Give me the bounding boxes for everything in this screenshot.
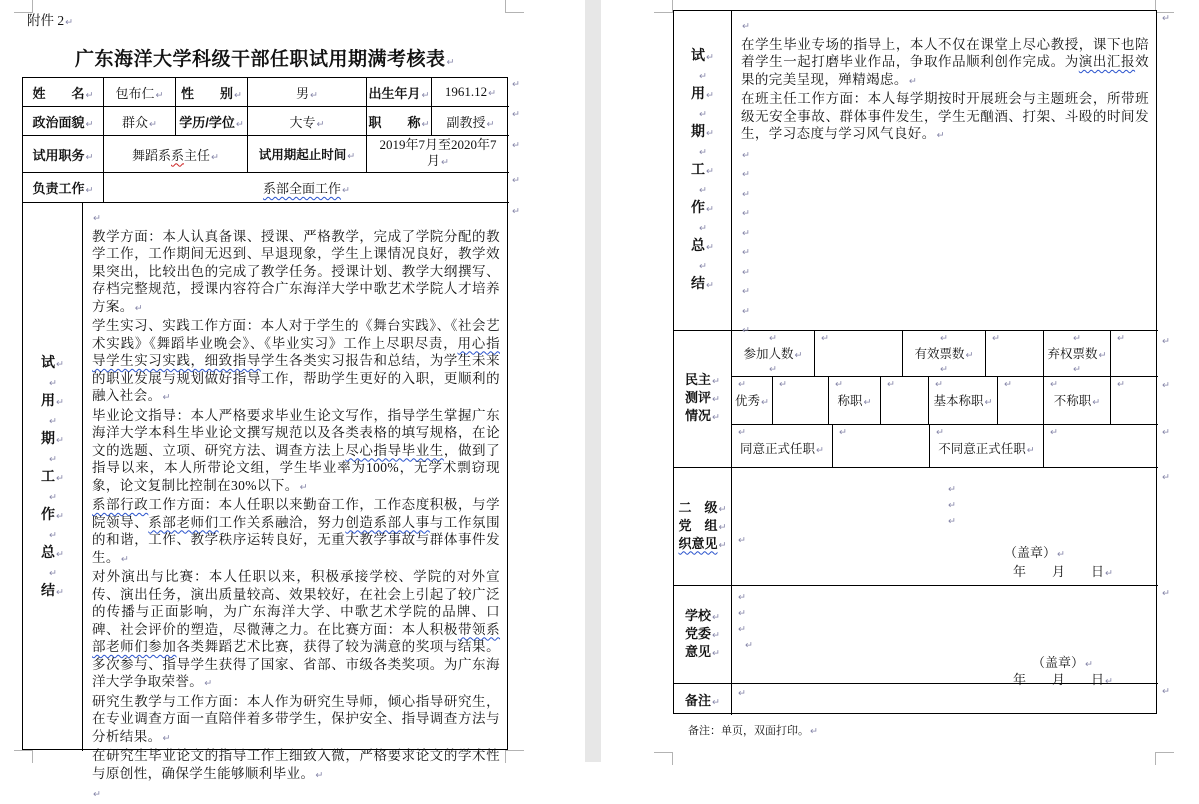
empty-line: [698, 180, 707, 199]
label-line: 党 组 ↵: [679, 518, 727, 536]
paragraph-mark-icon: [940, 333, 948, 346]
date-placeholder: 年 月 日 ↵: [1013, 669, 1113, 688]
summary-paragraph: 在学生毕业专场的指导上，本人不仅在课堂上尽心教授，课下也陪着学生一起打磨毕业作品，争取作品顺利创作完成。为演出汇报效果的完美呈现，殚精竭虑。 ↵: [741, 36, 1149, 91]
summary-paragraph: 在班主任工作方面：本人每学期按时开展班会与主题班会，所带班级无安全事故、群体事件发生，学生无酗酒、打架、斗殴的时间发生，学习态度与学习风气良好。 ↵: [741, 90, 1149, 145]
paragraph-mark-icon: [1117, 334, 1125, 344]
remark-value-cell[interactable]: [732, 684, 1158, 715]
empty-paragraph: [741, 145, 1149, 165]
paragraph-mark-icon: [829, 379, 843, 393]
page-corner-mark: [654, 752, 673, 765]
participants-value-cell[interactable]: [815, 331, 903, 377]
paragraph-mark-icon: [512, 207, 520, 217]
org-opinion-cell[interactable]: [732, 468, 1158, 586]
name-label-cell: 姓 名 ↵: [23, 78, 104, 107]
vertical-label-char: 用 ↵: [41, 392, 64, 411]
page-corner-mark: [505, 0, 524, 13]
vertical-label-char: 期 ↵: [691, 123, 714, 142]
paragraph-mark-icon: [929, 379, 943, 393]
excellent-label-cell: ↵ 优秀 ↵: [732, 377, 773, 425]
paragraph-mark-icon: [839, 428, 847, 438]
disagree-value-cell[interactable]: [1044, 425, 1158, 468]
duty-label-cell: 负责工作 ↵: [23, 173, 104, 203]
empty-line: [48, 373, 57, 392]
abstain-value-cell[interactable]: [1111, 331, 1158, 377]
school-opinion-cell[interactable]: [732, 586, 1158, 687]
empty-line: [48, 487, 57, 506]
stamp-placeholder: （盖章） ↵: [1032, 652, 1093, 671]
summary-paragraph: 毕业论文指导：本人严格要求毕业生论文写作，指导学生掌握广东海洋大学本科生毕业论文撰写规范以及各类表格的填写规格，在论文的选题、立项、研究方法、调查方法上尽心指导毕业生，做到了指导以来，本人所带论文组，学生毕业率为100%，无学术剽窃现象，论文复制比控制在30%以下。 ↵: [92, 407, 500, 497]
empty-line: [48, 449, 57, 468]
vertical-label-char: 总 ↵: [41, 544, 64, 563]
birth-value-cell[interactable]: 1961.12 ↵: [432, 78, 509, 107]
empty-paragraph: [92, 208, 500, 228]
paragraph-mark-icon: [1162, 687, 1170, 697]
page-corner-mark: [505, 750, 524, 763]
assessment-table-page2: [673, 10, 1157, 714]
info-table: [22, 77, 508, 781]
paragraph-mark-icon: [1050, 428, 1058, 438]
paragraph-mark-icon: [930, 427, 944, 441]
paragraph-mark-icon: [1162, 381, 1170, 391]
summary-text-right[interactable]: [732, 11, 1158, 331]
gender-value-cell[interactable]: 男 ↵: [248, 78, 367, 107]
valid-votes-label-cell: ↵ 有效票数 ↵ ↵: [903, 331, 986, 377]
duty-value-cell[interactable]: 系部全面工作 ↵: [104, 173, 509, 203]
empty-paragraph: [741, 16, 1149, 36]
summary-paragraph: 对外演出与比赛：本人任职以来，积极承接学校、学院的对外宣传、演出任务，演出质量较高、效果较好，在社会上引起了较广泛的传播与正面影响，为广东海洋大学、中歌艺术学院的品牌、口碑、社会评价的塑造，尽微薄之力。在比赛方面：本人积极带领系部老师们参加各类舞蹈艺术比赛，获得了较为满意的奖项与结果。多次参与、指导学生获得了国家、省部、市级各类奖项。为广东海洋大学争取荣誉。 ↵: [92, 568, 500, 693]
summary-paragraph: 学生实习、实践工作方面：本人对于学生的《舞台实践》、《社会艺术实践》《舞蹈毕业晚会》、《毕业实习》工作上尽职尽责，用心指导学生实习实践，细致指导学生各类实习报告和总结，为学生未来的职业发展与规划做好指导工作，帮助学生更好的入职，更顺利的融入社会。 ↵: [92, 317, 500, 407]
vertical-label-char: 用 ↵: [691, 85, 714, 104]
summary-paragraph: 研究生教学与工作方面：本人作为研究生导师，倾心指导研究生，在专业调查方面一直陪伴着多带学生，保护安全、指导调查方法与分析结果。 ↵: [92, 693, 500, 748]
paragraph-mark-icon: [1073, 364, 1081, 377]
birth-label-cell: 出生年月 ↵: [367, 78, 432, 107]
empty-line: [698, 66, 707, 85]
competent-label-cell: ↵ 称职 ↵: [829, 377, 881, 425]
paragraph-mark-icon: [1162, 14, 1170, 24]
label-line: 意见 ↵: [685, 644, 720, 662]
empty-paragraph: [741, 164, 1149, 184]
label-line: 测评 ↵: [685, 390, 720, 408]
paragraph-mark-icon: [940, 364, 948, 377]
paragraph-mark-icon: [1162, 337, 1170, 347]
empty-paragraph: [741, 262, 1149, 282]
label-line: 二 级 ↵: [679, 500, 727, 518]
print-footnote: 备注：单页，双面打印。 ↵: [688, 722, 818, 738]
abstain-label-cell: ↵ 弃权票数 ↵ ↵: [1044, 331, 1111, 377]
empty-line: [698, 256, 707, 275]
paragraph-mark-icon: [821, 334, 829, 344]
empty-paragraph: [92, 784, 500, 804]
date-placeholder: 年 月 日 ↵: [1013, 561, 1113, 580]
agree-value-cell[interactable]: [833, 425, 930, 468]
empty-line: [48, 563, 57, 582]
paragraph-mark-icon: [992, 334, 1000, 344]
education-label-cell: 学历/学位 ↵: [176, 107, 248, 136]
page-gap: [585, 0, 601, 762]
vertical-label-char: 结 ↵: [41, 582, 64, 601]
paragraph-mark-icon: [738, 593, 746, 603]
paragraph-mark-icon: [512, 176, 520, 186]
position-label-cell: 试用职务 ↵: [23, 136, 104, 173]
paragraph-mark-icon: [887, 380, 895, 390]
name-value-cell[interactable]: 包布仁 ↵: [104, 78, 176, 107]
org-opinion-label-cell: [674, 468, 732, 586]
attachment-label: 附件 2 ↵: [27, 9, 73, 29]
paragraph-mark-icon: [512, 80, 520, 90]
agree-label-cell: ↵ 同意正式任职 ↵: [732, 425, 833, 468]
page-corner-mark: [654, 0, 673, 13]
empty-paragraph: [741, 242, 1149, 262]
summary-label-cell: [674, 11, 732, 331]
paragraph-mark-icon: [738, 689, 746, 699]
empty-paragraph: [741, 301, 1149, 321]
political-label-cell: 政治面貌 ↵: [23, 107, 104, 136]
vertical-label-char: 作 ↵: [41, 506, 64, 525]
vertical-label-char: 工 ↵: [691, 161, 714, 180]
vertical-label-char: 期 ↵: [41, 430, 64, 449]
paragraph-mark-icon: [1162, 473, 1170, 483]
empty-paragraph: [741, 223, 1149, 243]
summary-text-left[interactable]: [83, 203, 509, 781]
education-value-cell[interactable]: 大专 ↵: [248, 107, 367, 136]
period-value-cell[interactable]: 2019年7月至2020年7月 ↵: [367, 136, 509, 173]
paragraph-mark-icon: [738, 536, 746, 546]
label-line: 党委 ↵: [685, 626, 720, 644]
competent-value-cell[interactable]: [881, 377, 929, 425]
stamp-placeholder: （盖章） ↵: [1004, 542, 1065, 561]
democratic-eval-label-cell: [674, 331, 732, 468]
label-line: 民主 ↵: [685, 372, 720, 390]
empty-line: [48, 525, 57, 544]
summary-paragraph: 系部行政工作方面：本人任职以来勤奋工作，工作态度积极，与学院领导、系部老师们工作关系融洽，努力创造系部人事与工作氛围的和谐，工作、教学秩序运转良好，无重大教学事故与群体事件发生。 ↵: [92, 496, 500, 568]
empty-line: [698, 104, 707, 123]
vertical-label-char: 试 ↵: [41, 354, 64, 373]
paragraph-mark-icon: [769, 364, 777, 377]
disagree-label-cell: ↵ 不同意正式任职 ↵: [930, 425, 1044, 468]
paragraph-mark-icon: [1004, 380, 1012, 390]
paragraph-mark-icon: [512, 141, 520, 151]
basic-competent-value-cell[interactable]: [998, 377, 1044, 425]
empty-line: [698, 142, 707, 161]
paragraph-mark-icon: [769, 333, 777, 346]
vertical-label-char: 试 ↵: [691, 47, 714, 66]
empty-paragraph: [741, 281, 1149, 301]
paragraph-mark-icon: [512, 110, 520, 120]
page-title: 广东海洋大学科级干部任职试用期满考核表 ↵: [22, 44, 508, 71]
paragraph-mark-icon: [779, 380, 787, 390]
position-value-cell[interactable]: 舞蹈系系主任 ↵: [104, 136, 248, 173]
paragraph-mark-icon: [738, 625, 746, 635]
paragraph-mark-icon: [1073, 333, 1081, 346]
valid-votes-value-cell[interactable]: [986, 331, 1044, 377]
vertical-label-char: 作 ↵: [691, 199, 714, 218]
excellent-value-cell[interactable]: [773, 377, 829, 425]
paragraph-mark-icon: [732, 427, 746, 441]
empty-line: [698, 218, 707, 237]
vertical-label-char: 结 ↵: [691, 275, 714, 294]
paragraph-mark-icon: [948, 501, 956, 511]
empty-paragraph: [741, 184, 1149, 204]
vertical-label-char: 工 ↵: [41, 468, 64, 487]
paragraph-mark-icon: [745, 641, 753, 651]
paragraph-mark-icon: [1162, 428, 1170, 438]
summary-paragraph: 教学方面：本人认真备课、授课、严格教学，完成了学院分配的教学工作，工作期间无迟到、早退现象，学生上课情况良好，教学效果突出，比较出色的完成了教学任务。授课计划、教学大纲撰写、存档完整规范，授课内容符合广东海洋大学中歌艺术学院人才培养方案。 ↵: [92, 228, 500, 318]
paragraph-mark-icon: [732, 379, 746, 393]
page-corner-mark: [14, 750, 33, 763]
incompetent-label-cell: ↵ 不称职 ↵: [1044, 377, 1111, 425]
paragraph-mark-icon: [1117, 380, 1125, 390]
summary-paragraph: 在研究生毕业论文的指导工作上细致入微，严格要求论文的学术性与原创性，确保学生能够顺利毕业。 ↵: [92, 747, 500, 784]
page-corner-mark: [1155, 752, 1174, 765]
paragraph-mark-icon: [1162, 589, 1170, 599]
vertical-label-char: 总 ↵: [691, 237, 714, 256]
gender-label-cell: 性 别 ↵: [176, 78, 248, 107]
school-opinion-label-cell: [674, 586, 732, 684]
basic-competent-label-cell: ↵ 基本称职 ↵: [929, 377, 998, 425]
prof-title-value-cell[interactable]: 副教授 ↵: [432, 107, 509, 136]
paragraph-mark-icon: [738, 609, 746, 619]
empty-paragraph: [741, 203, 1149, 223]
paragraph-mark-icon: [948, 485, 956, 495]
political-value-cell[interactable]: 群众 ↵: [104, 107, 176, 136]
empty-line: [48, 411, 57, 430]
paragraph-mark-icon: [948, 517, 956, 527]
incompetent-value-cell[interactable]: [1111, 377, 1158, 425]
label-line: 情况 ↵: [685, 408, 720, 426]
remark-label-cell: 备注 ↵: [674, 684, 732, 715]
participants-label-cell: ↵ 参加人数 ↵ ↵: [732, 331, 815, 377]
prof-title-label-cell: 职 称 ↵: [367, 107, 432, 136]
summary-label-cell: [23, 203, 83, 751]
period-label-cell: 试用期起止时间 ↵: [248, 136, 367, 173]
paragraph-mark-icon: [1044, 379, 1058, 393]
label-line: 织意见 ↵: [679, 536, 727, 554]
label-line: 学校 ↵: [685, 608, 720, 626]
